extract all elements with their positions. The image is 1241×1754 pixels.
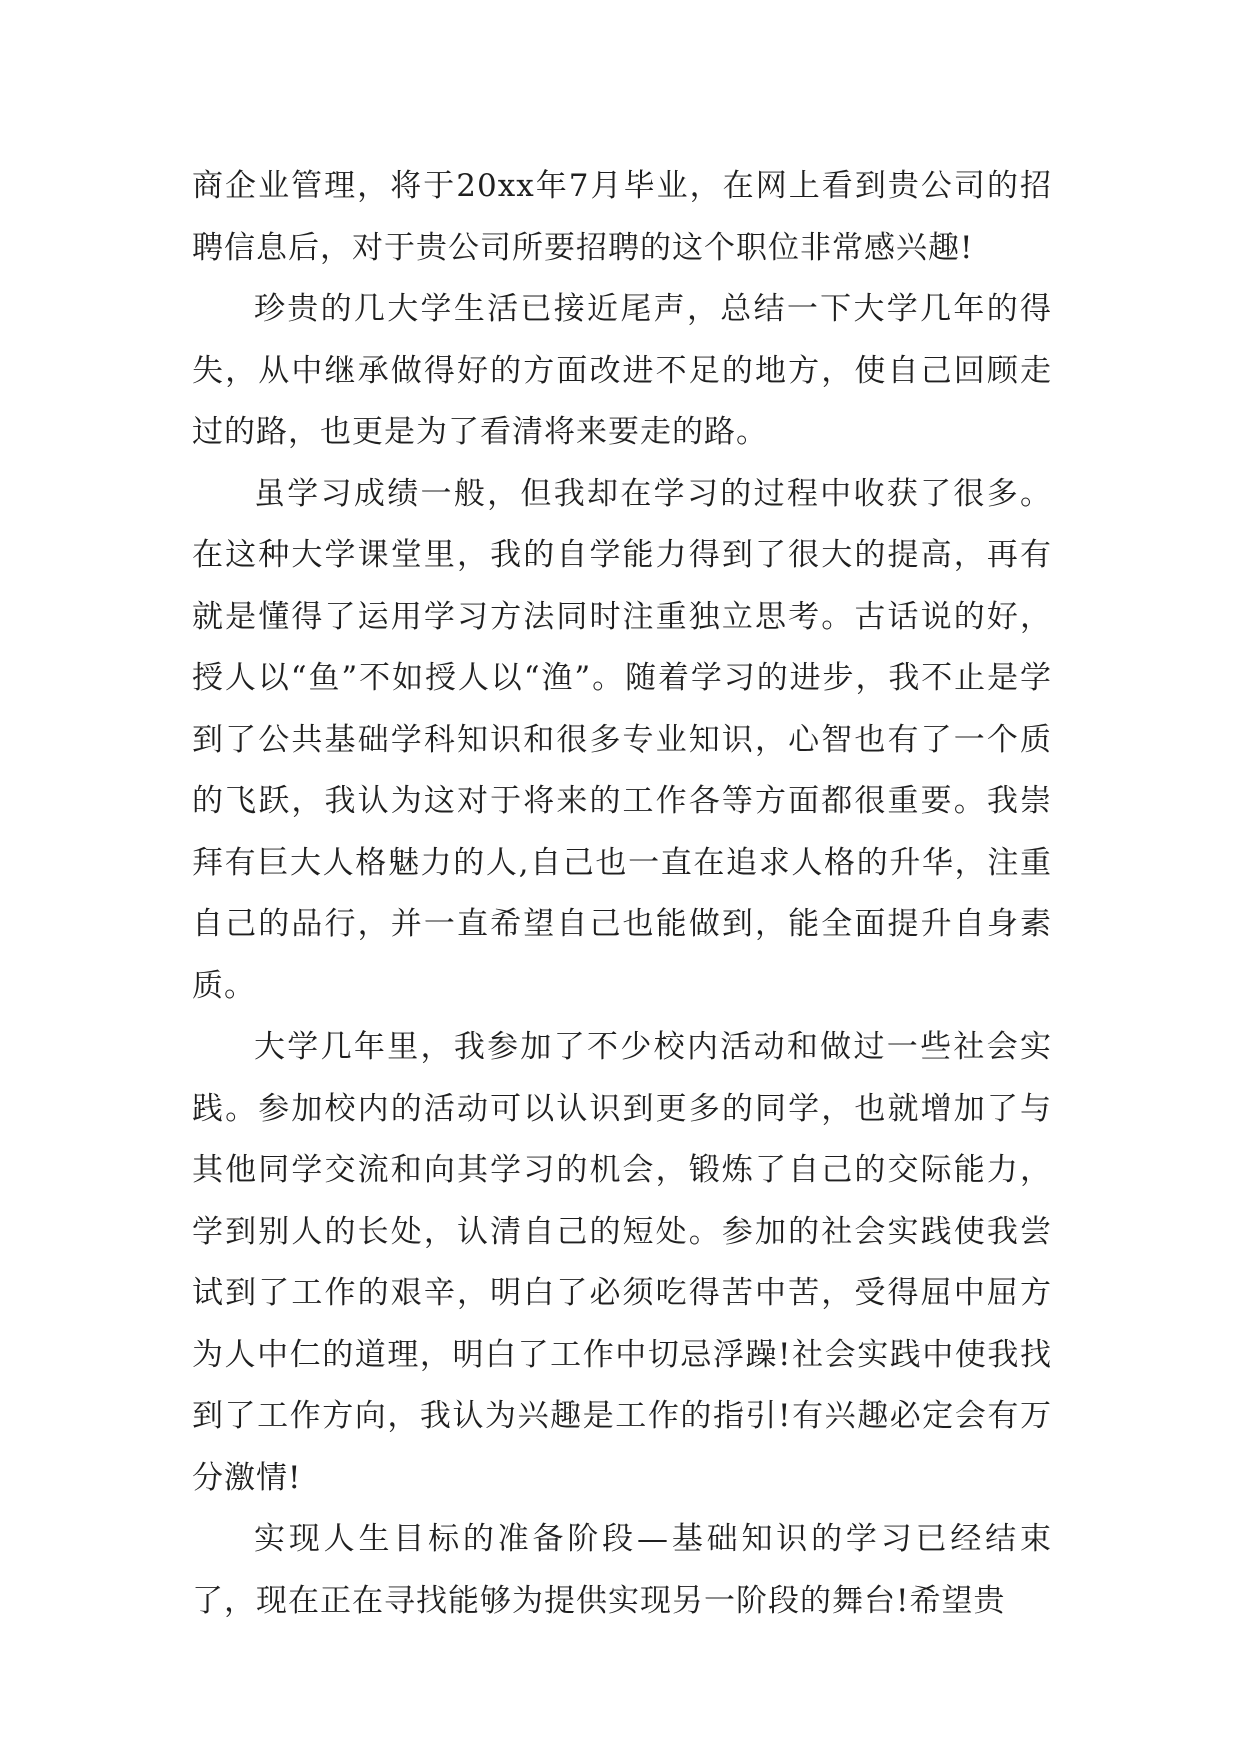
paragraph-activities-practice: 大学几年里，我参加了不少校内活动和做过一些社会实践。参加校内的活动可以认识到更多的同学，也就增加了与其他同学交流和向其学习的机会，锻炼了自己的交际能力，学到别人的长处，认清自己的短处。参加的社会实践使我尝试到了工作的艰辛，明白了必须吃得苦中苦，受得屈中屈方为人中仁的道理，明白了工作中切忌浮躁!社会实践中使我找到了工作方向，我认为兴趣是工作的指引!有兴趣必定会有万分激情!: [192, 1029, 1052, 1496]
paragraph-study-gains: 虽学习成绩一般，但我却在学习的过程中收获了很多。在这种大学课堂里，我的自学能力得到了很大的提高，再有就是懂得了运用学习方法同时注重独立思考。古话说的好，授人以“鱼”不如授人以“渔”。随着学习的进步，我不止是学到了公共基础学科知识和很多专业知识，心智也有了一个质的飞跃，我认为这对于将来的工作各等方面都很重要。我崇拜有巨大人格魅力的人,自己也一直在追求人格的升华，注重自己的品行，并一直希望自己也能做到，能全面提升自身素质。: [192, 475, 1052, 1004]
paragraph-university-summary: 珍贵的几大学生活已接近尾声，总结一下大学几年的得失，从中继承做得好的方面改进不足的地方，使自己回顾走过的路，也更是为了看清将来要走的路。: [192, 291, 1052, 450]
paragraph-goal: 实现人生目标的准备阶段—基础知识的学习已经结束了，现在正在寻找能够为提供实现另一阶段的舞台!希望贵: [192, 1521, 1052, 1619]
body-text: [192, 156, 1052, 1632]
paragraph-continued: 商企业管理，将于20xx年7月毕业，在网上看到贵公司的招聘信息后，对于贵公司所要招聘的这个职位非常感兴趣!: [192, 168, 1052, 266]
